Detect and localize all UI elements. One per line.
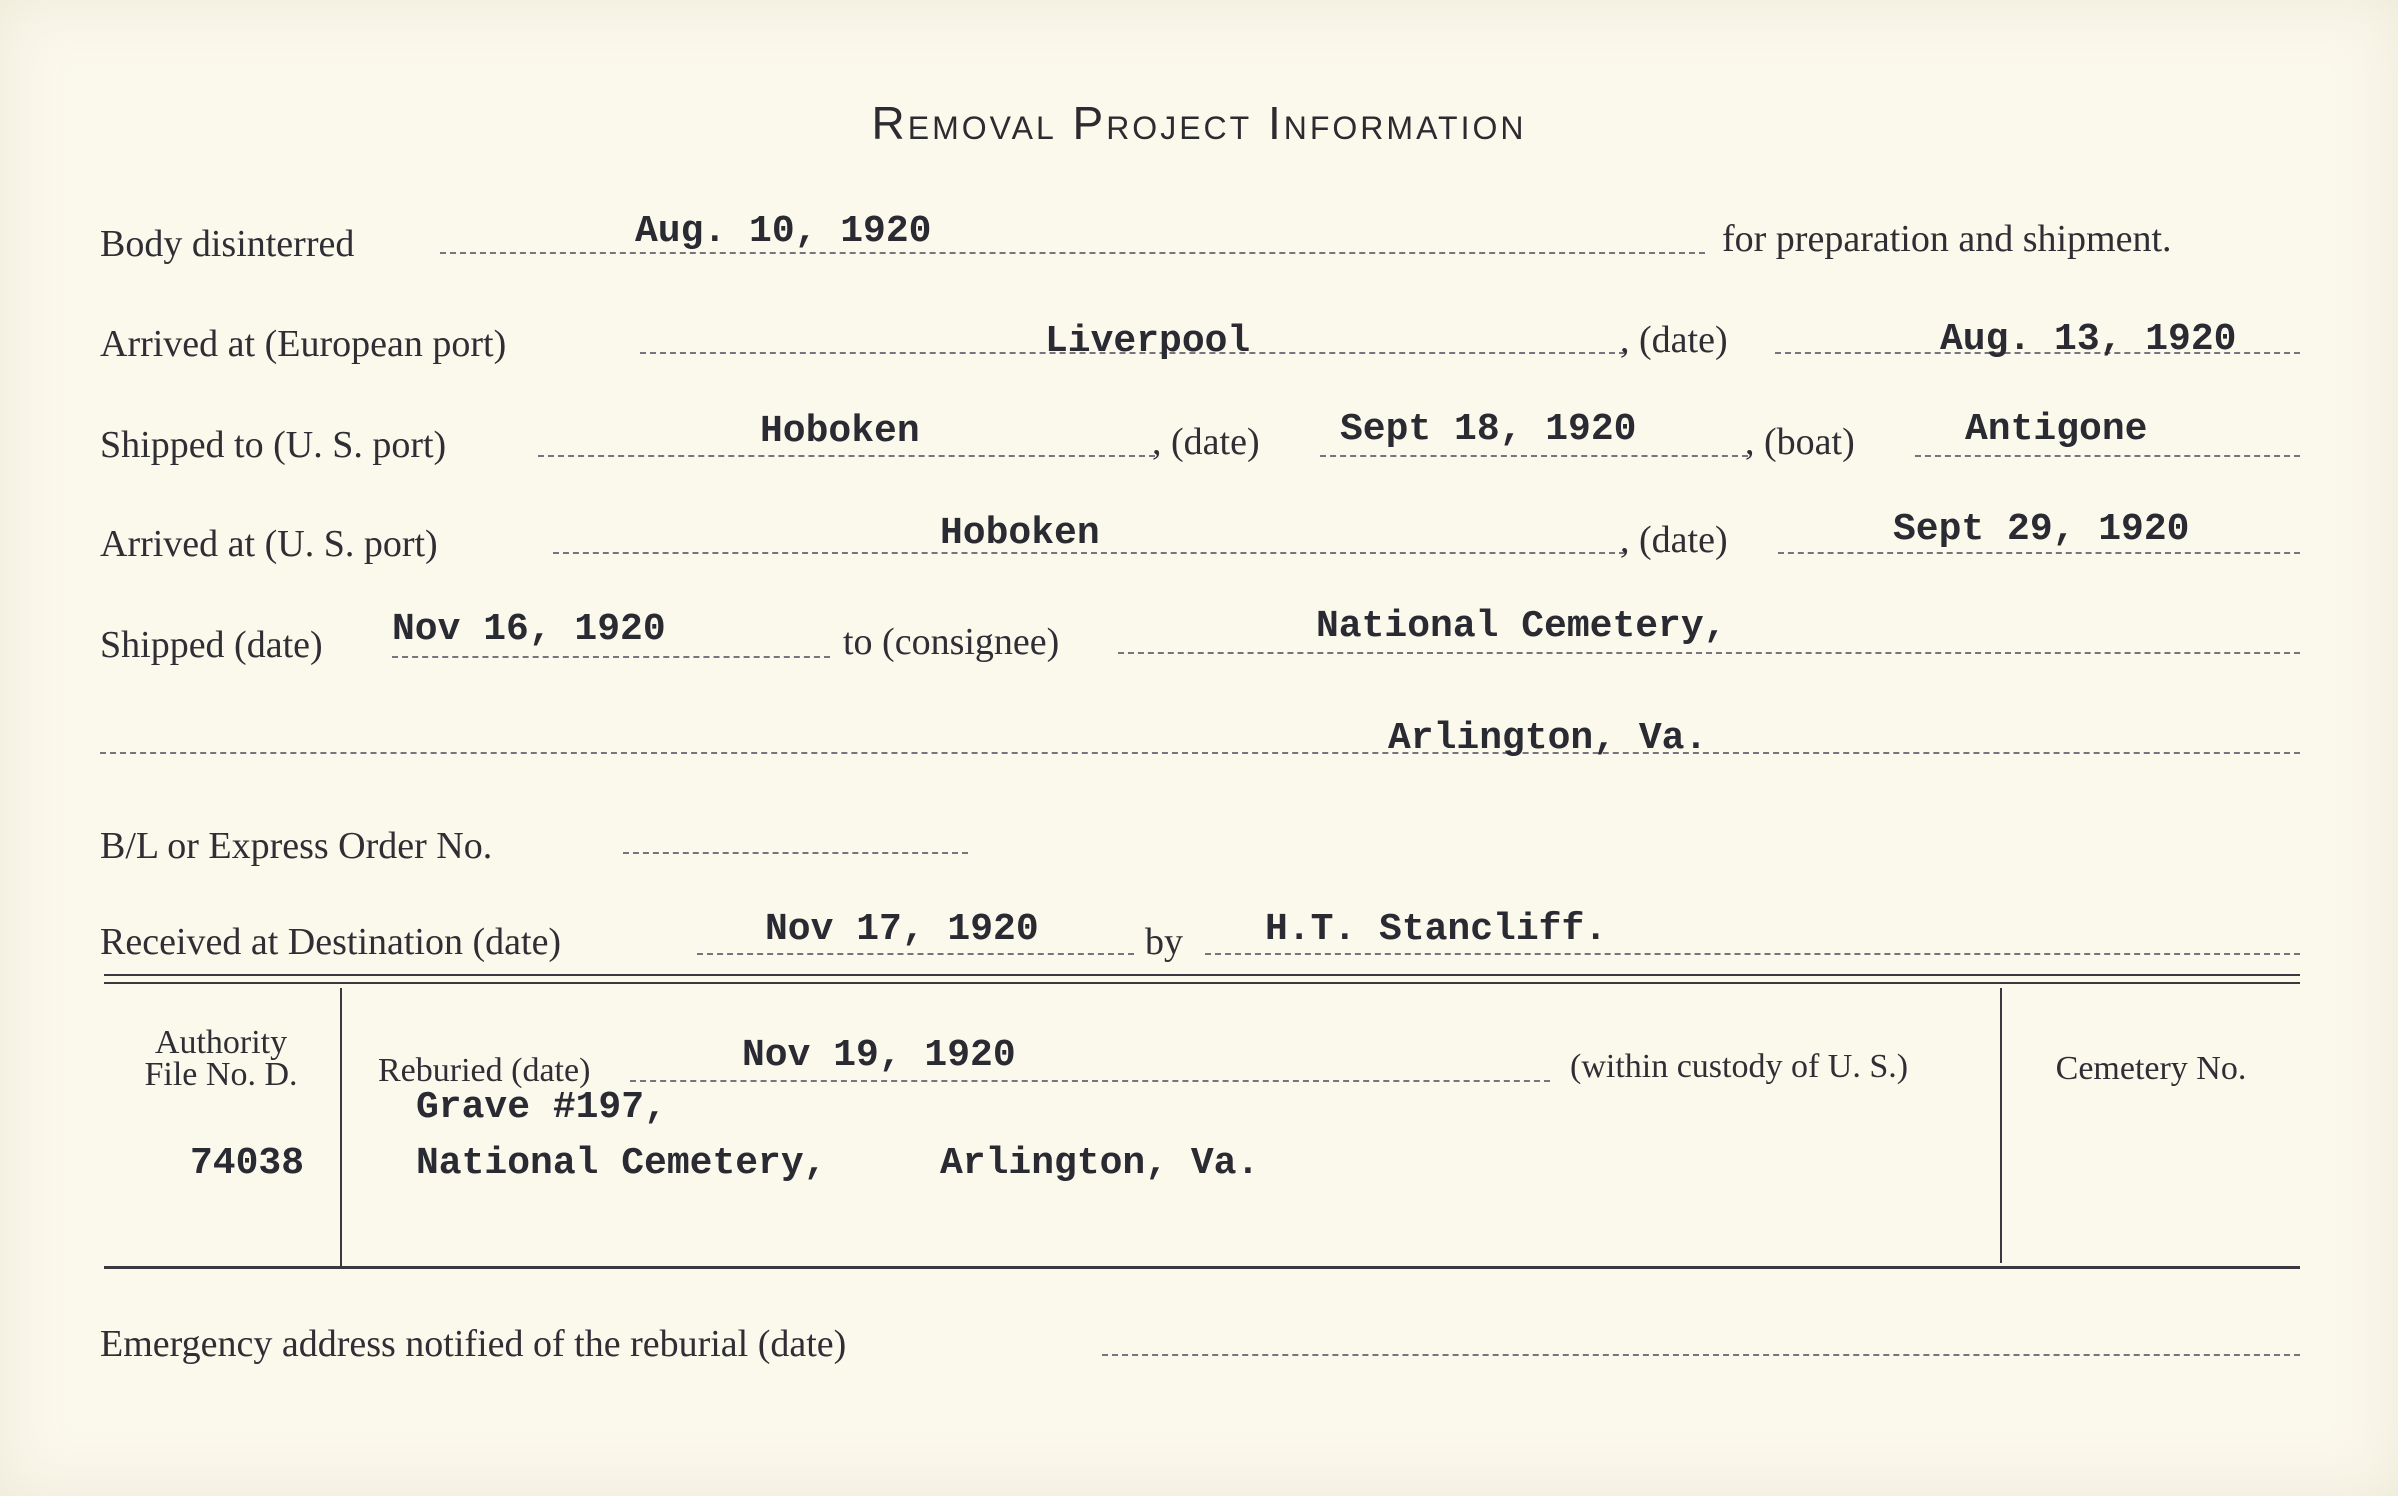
boat-label: , (boat) (1745, 421, 1855, 463)
authority-label: Authority (154, 1024, 288, 1061)
disinterred-date: Aug. 10, 1920 (635, 210, 932, 253)
emergency-label: Emergency address notified of the reburial (date) (100, 1323, 847, 1365)
boat-line (1915, 455, 2300, 457)
received-by-label: by (1145, 921, 1183, 963)
shipped-date-label: Shipped (date) (100, 624, 323, 666)
box-divider-left (340, 988, 342, 1268)
box-bottom-rule (104, 1266, 2300, 1269)
reburied-date: Nov 19, 1920 (742, 1034, 1016, 1077)
body-disinterred-label: Body disinterred (100, 223, 355, 265)
consignee-value: National Cemetery, (1316, 605, 1727, 648)
us-port-arrived-date-line (1778, 552, 2300, 554)
us-port-shipped-date-line (1320, 455, 1748, 457)
custody-label: (within custody of U. S.) (1570, 1048, 1909, 1085)
us-port-shipped-value: Hoboken (760, 410, 920, 453)
us-port-arrived-date: Sept 29, 1920 (1893, 508, 2190, 551)
disinterred-line (440, 252, 1705, 254)
box-divider-right (2000, 988, 2002, 1263)
section-rule-top (104, 974, 2300, 976)
received-date-line (697, 953, 1134, 955)
cemetery-no-label: Cemetery No. (2055, 1050, 2247, 1087)
consignee-line (1118, 652, 2300, 654)
file-no-value: 74038 (190, 1142, 305, 1185)
file-no-label: File No. D. (144, 1056, 298, 1093)
section-rule-bottom (104, 982, 2300, 984)
us-port-shipped-label: Shipped to (U. S. port) (100, 424, 447, 466)
emergency-line (1102, 1354, 2300, 1356)
us-port-arrived-label: Arrived at (U. S. port) (100, 523, 438, 565)
consignee-label: to (consignee) (843, 621, 1060, 663)
reburied-label: Reburied (date) (378, 1052, 591, 1089)
bl-order-line (623, 852, 968, 854)
european-port-date-label: , (date) (1620, 319, 1728, 361)
consignee-line-2 (100, 752, 2300, 754)
boat-value: Antigone (1965, 408, 2148, 451)
received-date: Nov 17, 1920 (765, 908, 1039, 951)
consignee-city: Arlington, Va. (1388, 717, 1708, 760)
shipped-date: Nov 16, 1920 (392, 608, 666, 651)
received-label: Received at Destination (date) (100, 921, 562, 963)
received-by-line (1205, 953, 2300, 955)
reburial-place: National Cemetery, (416, 1142, 827, 1185)
reburial-city: Arlington, Va. (940, 1142, 1260, 1185)
us-port-arrived-value: Hoboken (940, 512, 1100, 555)
european-port-label: Arrived at (European port) (100, 323, 507, 365)
us-port-shipped-date: Sept 18, 1920 (1340, 408, 1637, 451)
us-port-arrived-date-label: , (date) (1620, 519, 1728, 561)
grave-number: Grave #197, (416, 1086, 667, 1129)
card-title: Removal Project Information (871, 97, 1527, 149)
european-port-value: Liverpool (1045, 320, 1251, 363)
us-port-shipped-line (538, 455, 1155, 457)
shipped-date-line (392, 656, 830, 658)
received-by: H.T. Stancliff. (1265, 908, 1608, 951)
reburied-line (630, 1080, 1550, 1082)
bl-order-label: B/L or Express Order No. (100, 825, 493, 867)
disinterred-suffix: for preparation and shipment. (1722, 218, 2172, 260)
european-port-date: Aug. 13, 1920 (1940, 318, 2237, 361)
us-port-shipped-date-label: , (date) (1152, 421, 1260, 463)
